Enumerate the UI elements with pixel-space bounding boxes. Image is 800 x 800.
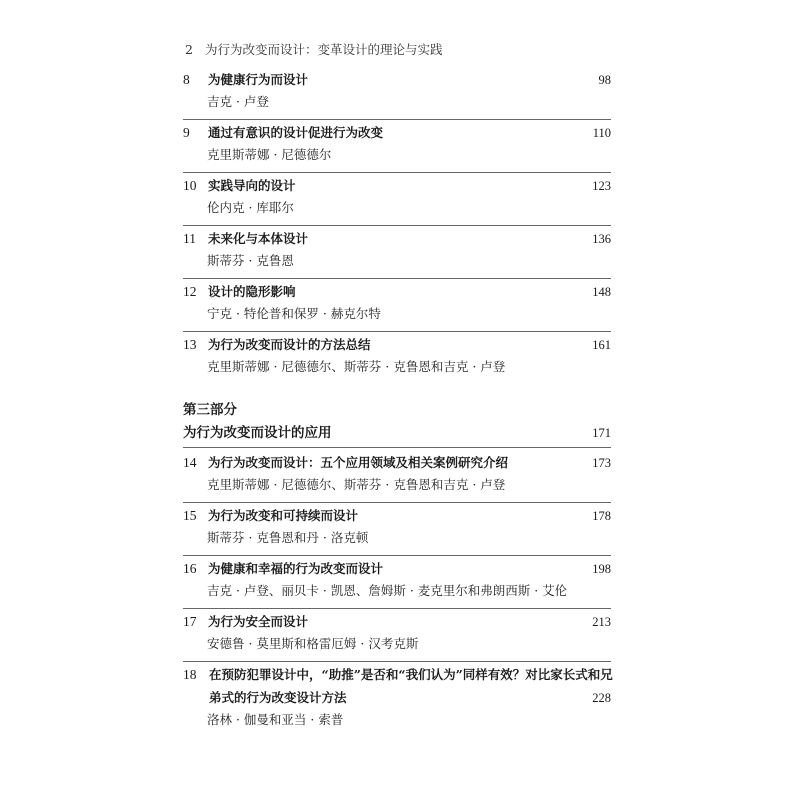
header-book-title: 为行为改变而设计：变革设计的理论与实践 bbox=[204, 42, 443, 57]
toc-entry-14[interactable] bbox=[183, 453, 611, 492]
entry-number: 15 bbox=[183, 508, 197, 523]
entry-authors: 克里斯蒂娜 · 尼德德尔 bbox=[207, 147, 332, 162]
entry-title: 未来化与本体设计 bbox=[208, 231, 309, 246]
entry-number: 8 bbox=[183, 72, 190, 87]
part-heading[interactable] bbox=[183, 422, 611, 444]
entry-page: 178 bbox=[592, 509, 611, 523]
entry-number: 11 bbox=[183, 231, 196, 246]
header-page-number: 2 bbox=[185, 42, 193, 57]
toc-entry-12[interactable] bbox=[183, 282, 611, 321]
entry-page: 148 bbox=[592, 285, 611, 299]
entry-title: 设计的隐形影响 bbox=[208, 284, 296, 299]
toc-entry-16[interactable] bbox=[183, 559, 611, 598]
entry-title: 通过有意识的设计促进行为改变 bbox=[208, 125, 384, 140]
divider bbox=[183, 555, 611, 556]
entry-page: 98 bbox=[598, 73, 611, 87]
entry-authors: 伦内克 · 库耶尔 bbox=[207, 200, 294, 215]
divider bbox=[183, 119, 611, 120]
entry-page: 136 bbox=[592, 232, 611, 246]
entry-page: 123 bbox=[592, 179, 611, 193]
entry-authors: 斯蒂芬 · 克鲁恩 bbox=[207, 253, 294, 268]
divider bbox=[183, 225, 611, 226]
divider bbox=[183, 278, 611, 279]
entry-title: 为健康和幸福的行为改变而设计 bbox=[208, 561, 384, 576]
toc-entry-11[interactable] bbox=[183, 229, 611, 268]
entry-authors: 吉克 · 卢登 bbox=[207, 94, 269, 109]
entry-title: 实践导向的设计 bbox=[208, 178, 296, 193]
toc-entry-9[interactable] bbox=[183, 123, 611, 162]
divider bbox=[183, 331, 611, 332]
entry-title: 为行为改变和可持续而设计 bbox=[208, 508, 359, 523]
toc-entry-10[interactable] bbox=[183, 176, 611, 215]
entry-page: 198 bbox=[592, 562, 611, 576]
entry-title: 为行为安全而设计 bbox=[208, 614, 309, 629]
part-page: 171 bbox=[592, 426, 611, 440]
entry-authors: 洛林 · 伽曼和亚当 · 索普 bbox=[207, 712, 344, 727]
entry-number: 18 bbox=[183, 667, 197, 682]
entry-page: 110 bbox=[592, 126, 611, 140]
entry-number: 12 bbox=[183, 284, 197, 299]
toc-entry-8[interactable] bbox=[183, 70, 611, 109]
entry-number: 10 bbox=[183, 178, 197, 193]
divider bbox=[183, 172, 611, 173]
entry-page: 213 bbox=[592, 615, 611, 629]
entry-number: 17 bbox=[183, 614, 197, 629]
entry-title: 为行为改变而设计的方法总结 bbox=[208, 337, 371, 352]
toc-entry-18[interactable] bbox=[183, 665, 613, 727]
entry-page: 173 bbox=[592, 456, 611, 470]
entry-title-line-2: 弟式的行为改变设计方法 bbox=[209, 690, 347, 705]
divider bbox=[183, 502, 611, 503]
entry-number: 13 bbox=[183, 337, 197, 352]
entry-number: 9 bbox=[183, 125, 190, 140]
part-title: 为行为改变而设计的应用 bbox=[183, 425, 332, 441]
entry-authors: 克里斯蒂娜 · 尼德德尔、斯蒂芬 · 克鲁恩和吉克 · 卢登 bbox=[207, 359, 506, 374]
entry-number: 14 bbox=[183, 455, 197, 470]
entry-number: 16 bbox=[183, 561, 197, 576]
part-label-text: 第三部分 bbox=[183, 402, 237, 418]
entry-authors: 宁克 · 特伦普和保罗 · 赫克尔特 bbox=[207, 306, 381, 321]
divider bbox=[183, 661, 611, 662]
toc-entry-13[interactable] bbox=[183, 335, 611, 374]
entry-authors: 吉克 · 卢登、丽贝卡 · 凯恩、詹姆斯 · 麦克里尔和弗朗西斯 · 艾伦 bbox=[207, 583, 568, 598]
entry-title: 为行为改变而设计：五个应用领域及相关案例研究介绍 bbox=[208, 455, 509, 470]
divider bbox=[183, 608, 611, 609]
entry-authors: 斯蒂芬 · 克鲁恩和丹 · 洛克顿 bbox=[207, 530, 369, 545]
toc-entry-15[interactable] bbox=[183, 506, 611, 545]
toc-entry-17[interactable] bbox=[183, 612, 611, 651]
entry-title: 为健康行为而设计 bbox=[208, 72, 309, 87]
entry-authors: 安德鲁 · 莫里斯和格雷厄姆 · 汉考克斯 bbox=[207, 636, 419, 651]
divider bbox=[183, 447, 611, 448]
part-label bbox=[183, 400, 611, 420]
entry-authors: 克里斯蒂娜 · 尼德德尔、斯蒂芬 · 克鲁恩和吉克 · 卢登 bbox=[207, 477, 506, 492]
entry-page: 228 bbox=[592, 691, 611, 705]
entry-page: 161 bbox=[592, 338, 611, 352]
entry-title-line-1: 在预防犯罪设计中，“助推”是否和“我们认为”同样有效？对比家长式和兄 bbox=[209, 667, 613, 682]
